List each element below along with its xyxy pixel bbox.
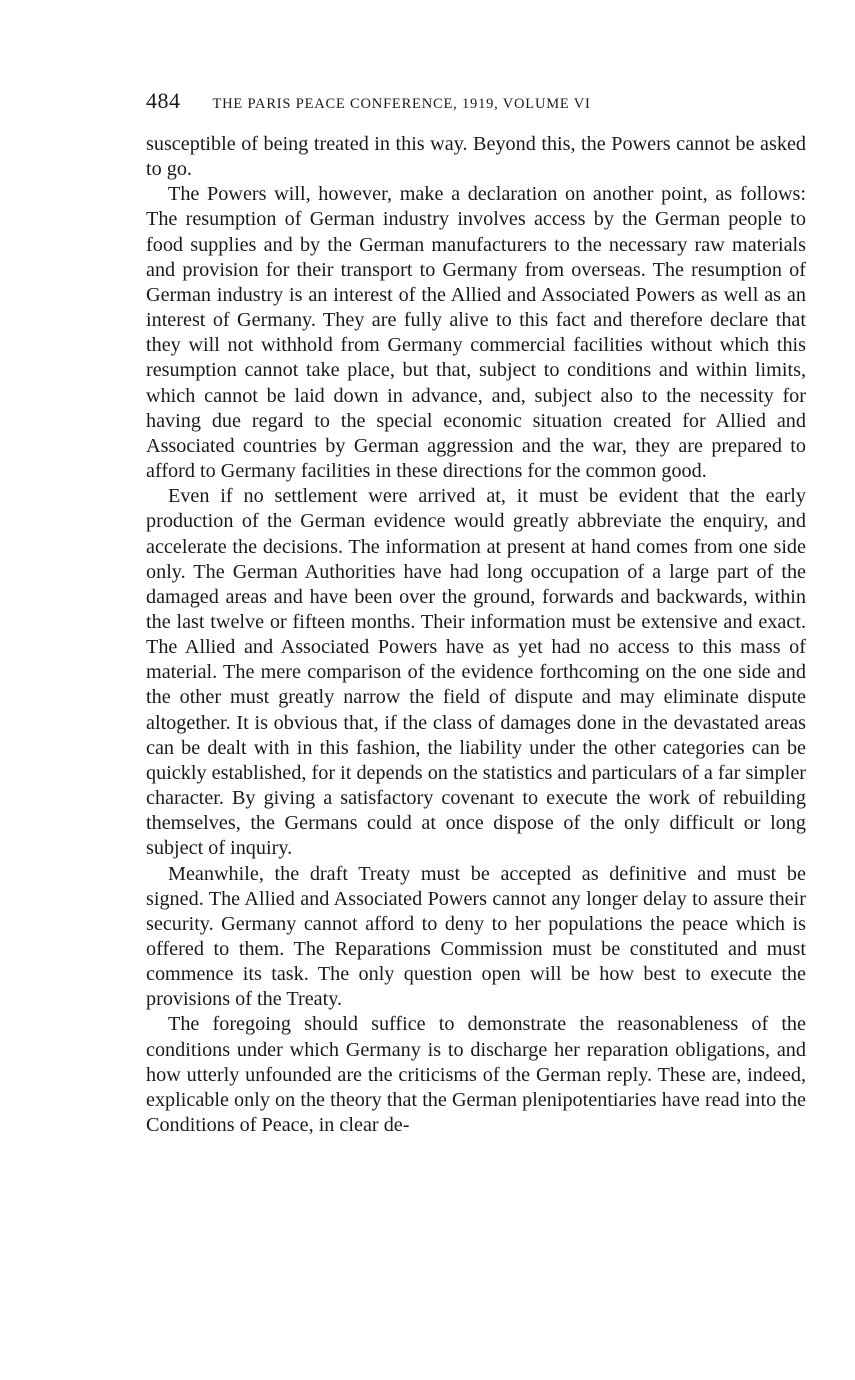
paragraph-evidence: Even if no settlement were arrived at, it must be evident that the early production of the German evidence would greatly abbreviate the enquiry, and accelerate the decisions. The information at present at hand comes from one side only. The German Authorities have had long occupation of a large part of the damaged areas and have been over the ground, forwards and backwards, within the last twelve or fifteen months. Their information must be extensive and exact. The Allied and Associated Powers have as yet had no access to this mass of material. The mere comparison of the evidence forthcoming on the one side and the other must greatly narrow the field of dispute and may eliminate dispute altogether. It is obvious that, if the class of damages done in the devastated areas can be dealt with in this fashion, the liability under the other categories can be quickly established, for it depends on the statistics and particulars of a far simpler character. By giving a satisfactory covenant to execute the work of rebuilding themselves, the Germans could at once dispose of the only difficult or long subject of inquiry. (146, 485, 806, 860)
paragraph-declaration: The Powers will, however, make a declaration on another point, as follows: The resumption of German industry involves access by the German people to food supplies and by the German manufacturers to the necessary raw materials and provision for their transport to Germany from overseas. The resumption of German industry is an interest of the Allied and Associated Powers as well as an interest of Germany. They are fully alive to this fact and therefore declare that they will not withhold from Germany commercial facilities without which this resumption cannot take place, but that, subject to conditions and within limits, which cannot be laid down in advance, and, subject also to the necessity for having due regard to the special economic situation created for Allied and Associated countries by German aggression and the war, they are prepared to afford to Germany facilities in these directions for the common good. (146, 183, 806, 483)
page-number: 484 (146, 88, 181, 113)
running-head (146, 88, 806, 118)
paragraph-meanwhile: Meanwhile, the draft Treaty must be accepted as definitive and must be signed. The Allied and Associated Powers cannot any longer delay to assure their security. Germany cannot afford to deny to her populations the peace which is offered to them. The Reparations Commission must be constituted and must commence its task. The only question open will be how best to execute the provisions of the Treaty. (146, 862, 806, 1011)
body-text (146, 132, 806, 1138)
running-title: THE PARIS PEACE CONFERENCE, 1919, VOLUME VI (212, 96, 591, 112)
paragraph-continuation: susceptible of being treated in this way. Beyond this, the Powers cannot be asked to go. (146, 133, 806, 181)
paragraph-foregoing: The foregoing should suffice to demonstrate the reasonableness of the conditions under which Germany is to discharge her reparation obligations, and how utterly unfounded are the criticisms of the German reply. These are, indeed, explicable only on the theory that the German plenipotentiaries have read into the Conditions of Peace, in clear de- (146, 1013, 806, 1137)
